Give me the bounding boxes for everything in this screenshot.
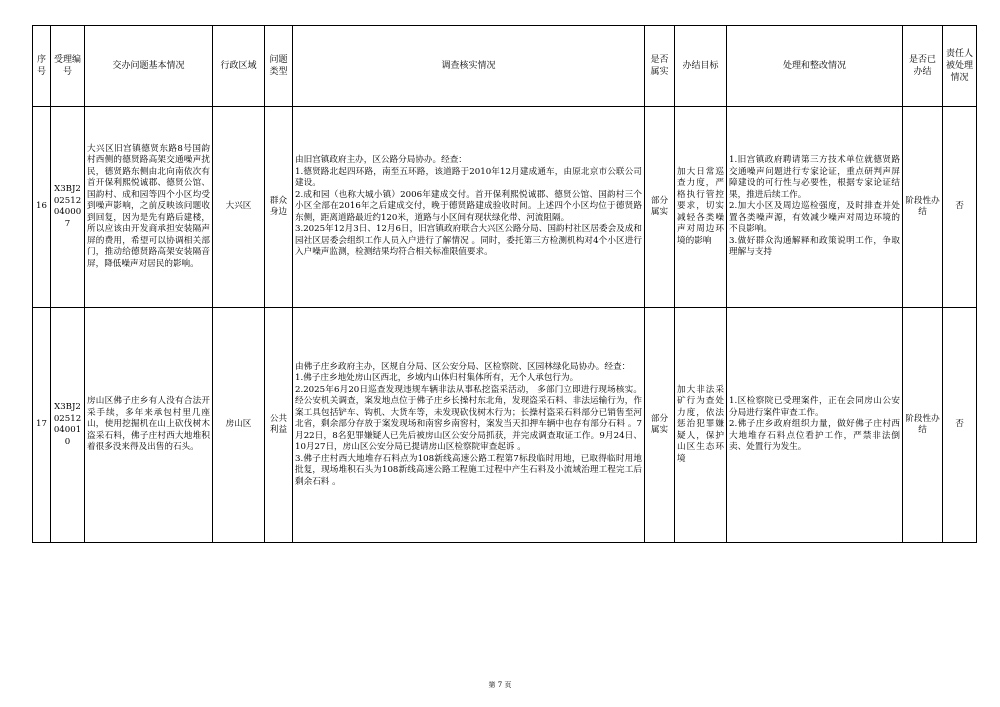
header-issue: 交办问题基本情况 xyxy=(85,26,213,107)
complaint-table xyxy=(32,25,977,543)
investigation-paragraph: 1.佛子庄乡地处房山区西北，乡域内山体归村集体所有，无个人承包行为。 xyxy=(295,373,579,384)
investigation-paragraph: 由佛子庄乡政府主办，区规自分局、区公安分局、区检察院、区园林绿化局协办。经查： xyxy=(295,361,631,372)
cell-type: 群众身边 xyxy=(265,107,293,308)
cell-seq: 16 xyxy=(33,107,51,308)
cell-issue: 大兴区旧宫镇德贤东路8号国韵村西侧的德贤路高架交通噪声扰民，德贤路东侧由北向南依次有首开保利熙悦诚郡、德贤公馆、国韵村、成和园等四个小区均受到噪声影响，之前反映该问题收到回复，因为是先有路后建楼，所以应该由开发商承担安装隔声屏的费用，希望可以协调相关部门，推动给德贤路高架安装隔音屏，降低噪声对居民的影响。 xyxy=(85,107,213,308)
header-type: 问题类型 xyxy=(265,26,293,107)
header-seq: 序号 xyxy=(33,26,51,107)
cell-region: 房山区 xyxy=(213,308,265,543)
investigation-paragraph: 2.成和园（也称大城小镇）2006年建成交付。首开保利熙悦诚郡、德贤公馆、国韵村三个小区全部在2016年之后建成交付，晚于德贤路建成验收时间。上述四个小区均位于德贤路东侧，距离道路最近约120米，道路与小区间有现状绿化带、河流阻隔。 xyxy=(295,189,642,223)
cell-verified: 部分属实 xyxy=(645,107,675,308)
header-row xyxy=(33,26,977,107)
handling-paragraph: 2.加大小区及周边巡检强度，及时排查并处置各类噪声源，有效减少噪声对周边环境的不良影响。 xyxy=(729,201,900,235)
cell-type: 公共利益 xyxy=(265,308,293,543)
header-goal: 办结目标 xyxy=(675,26,727,107)
header-investigation: 调查核实情况 xyxy=(293,26,645,107)
handling-paragraph: 1.旧宫镇政府聘请第三方技术单位就德贤路交通噪声问题进行专家论证，重点研判声屏障建设的可行性与必要性，根据专家论证结果，推进后续工作。 xyxy=(729,155,900,200)
investigation-paragraph: 由旧宫镇政府主办，区公路分局协办。经查： xyxy=(295,155,467,166)
cell-code: X3BJ202512040010 xyxy=(51,308,85,543)
cell-investigation xyxy=(293,107,645,308)
handling-paragraph: 3.做好群众沟通解释和政策说明工作，争取理解与支持 xyxy=(729,235,900,258)
cell-accountability: 否 xyxy=(943,308,977,543)
investigation-paragraph: 3.2025年12月3日、12月6日，旧宫镇政府联合大兴区公路分局、国韵村社区居委会及成和园社区居委会组织工作人员入户进行了解情况 。同时，委托第三方检测机构对4个小区进行入户噪声监测，检测结果均符合相关标准限值要求。 xyxy=(295,224,642,258)
cell-handling xyxy=(727,107,903,308)
cell-accountability: 否 xyxy=(943,107,977,308)
table-row xyxy=(33,107,977,308)
table-row xyxy=(33,308,977,543)
cell-done: 阶段性办结 xyxy=(903,107,943,308)
header-done: 是否已办结 xyxy=(903,26,943,107)
header-accountability: 责任人被处理情况 xyxy=(943,26,977,107)
cell-handling xyxy=(727,308,903,543)
header-verified: 是否属实 xyxy=(645,26,675,107)
investigation-paragraph: 1.德贤路北起四环路，南至五环路，该道路于2010年12月建成通车，由原北京市公联公司建设。 xyxy=(295,166,642,189)
cell-region: 大兴区 xyxy=(213,107,265,308)
investigation-paragraph: 2.2025年6月20日巡查发现违规车辆非法从事私挖盗采活动， 多部门立即进行现场核实。经公安机关调查，案发地点位于佛子庄乡长操村东北角，发现盗采石料、非法运输行为，作案工具包括铲车、钩机、大货车等，未发现砍伐树木行为；长操村盗采石料部分已销售至河北省，剩余部分存放于案发现场和南窖乡南窖村，案发当天扣押车辆中也存有部分石料 。7月22日，8名犯罪嫌疑人已先后被房山区公安分局抓获，并完成调查取证工作。9月24日、10月27日，房山区公安分局已提请房山区检察院审查起诉 。 xyxy=(295,384,642,453)
header-handling: 处理和整改情况 xyxy=(727,26,903,107)
handling-paragraph: 2.佛子庄乡政府组织力量，做好佛子庄村西大地堆存石料点位看护工作，严禁非法倒卖、处置行为发生。 xyxy=(729,419,900,453)
cell-verified: 部分属实 xyxy=(645,308,675,543)
cell-issue: 房山区佛子庄乡有人没有合法开采手续，多年来承包村里几座山，使用挖掘机在山上砍伐树木盗采石料，佛子庄村西大地堆积着很多没来得及出售的石头。 xyxy=(85,308,213,543)
handling-paragraph: 1.区检察院已受理案件，正在会同房山公安分局进行案件审查工作。 xyxy=(729,396,900,418)
cell-code: X3BJ202512040007 xyxy=(51,107,85,308)
cell-done: 阶段性办结 xyxy=(903,308,943,543)
header-region: 行政区域 xyxy=(213,26,265,107)
investigation-paragraph: 3.佛子庄村西大地堆存石料点为108新线高速公路工程第7标段临时用地，已取得临时用地批复，现场堆积石头为108新线高速公路工程施工过程中产生石料及小流域治理工程完工后剩余石料 。 xyxy=(295,453,642,487)
page-number: 第 7 页 xyxy=(488,681,512,689)
cell-seq: 17 xyxy=(33,308,51,543)
cell-investigation xyxy=(293,308,645,543)
header-code: 受理编号 xyxy=(51,26,85,107)
cell-goal: 加大日常巡查力度，严格执行管控要求，切实减轻各类噪声对周边环境的影响 xyxy=(675,107,727,308)
cell-goal: 加大非法采矿行为查处力度，依法惩治犯罪嫌疑人，保护山区生态环境 xyxy=(675,308,727,543)
